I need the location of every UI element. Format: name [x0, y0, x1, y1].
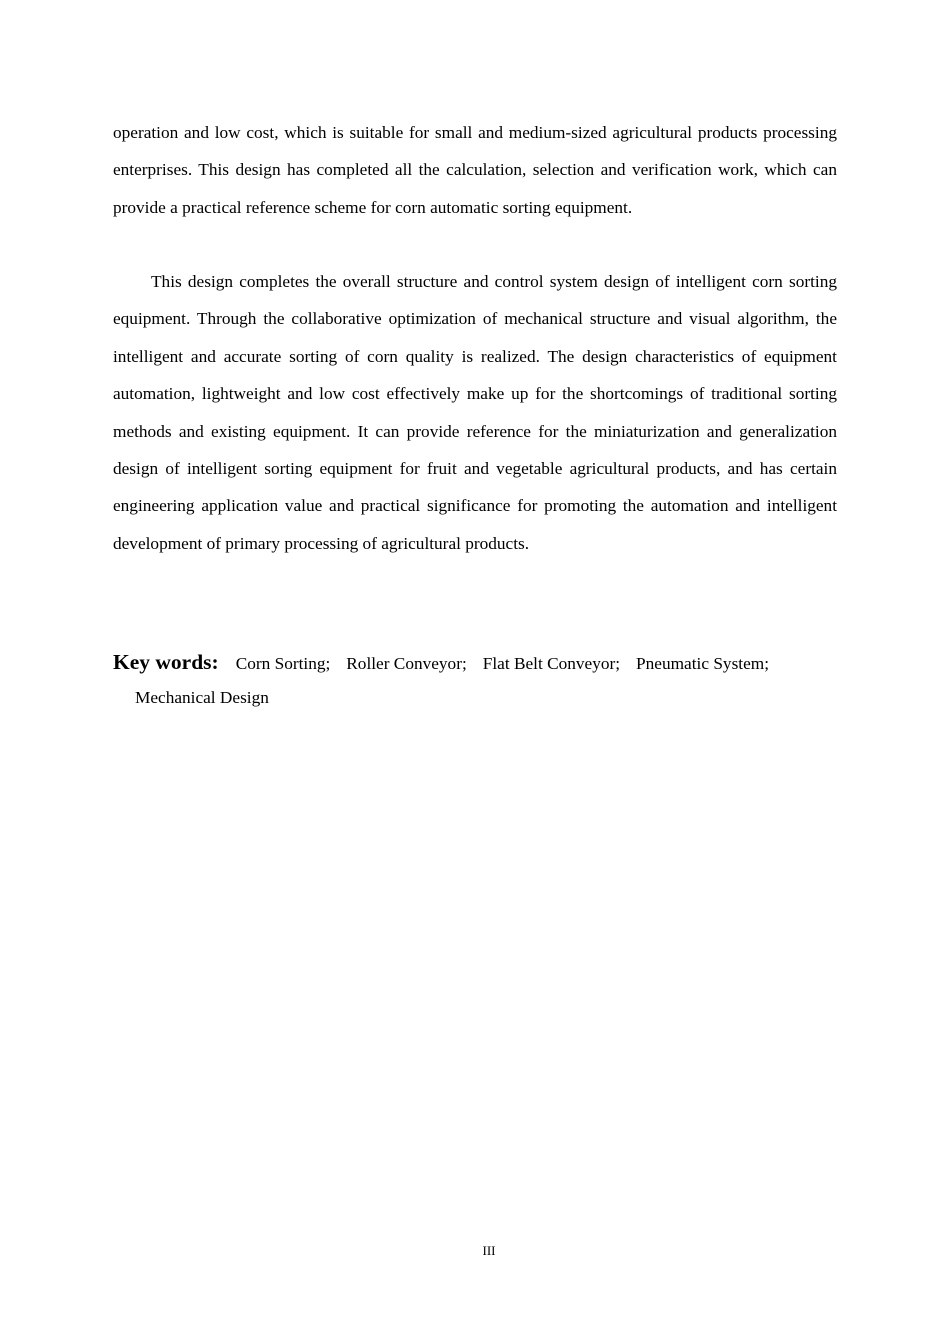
keyword-item: Flat Belt Conveyor;: [482, 654, 621, 673]
keyword-item: Corn Sorting;: [235, 654, 331, 673]
page-number: III: [482, 1243, 496, 1258]
keyword-item: Pneumatic System;: [636, 654, 770, 673]
body-paragraph-2: This design completes the overall structure and control system design of intelligent corn sorting equipment. Through the collaborative optimization of mechanical structure and visual algorithm, the intelligent and accurate sorting of corn quality is realized. The design characteristics of equipment automation, lightweight and low cost effectively make up for the shortcomings of traditional sorting methods and existing equipment. It can provide reference for the miniaturization and generalization design of intelligent sorting equipment for fruit and vegetable agricultural products, and has certain engineering application value and practical significance for promoting the automation and intelligent development of primary processing of agricultural products.: [113, 272, 837, 553]
body-paragraph-1: operation and low cost, which is suitable for small and medium-sized agricultural products processing enterprises. This design has completed all the calculation, selection and verification work, which can provide a practical reference scheme for corn automatic sorting equipment.: [113, 123, 837, 217]
keywords-section: [113, 644, 853, 707]
keyword-item: Mechanical Design: [135, 688, 269, 707]
keyword-item: Roller Conveyor;: [346, 654, 467, 673]
keywords-label: Key words:: [113, 650, 219, 674]
